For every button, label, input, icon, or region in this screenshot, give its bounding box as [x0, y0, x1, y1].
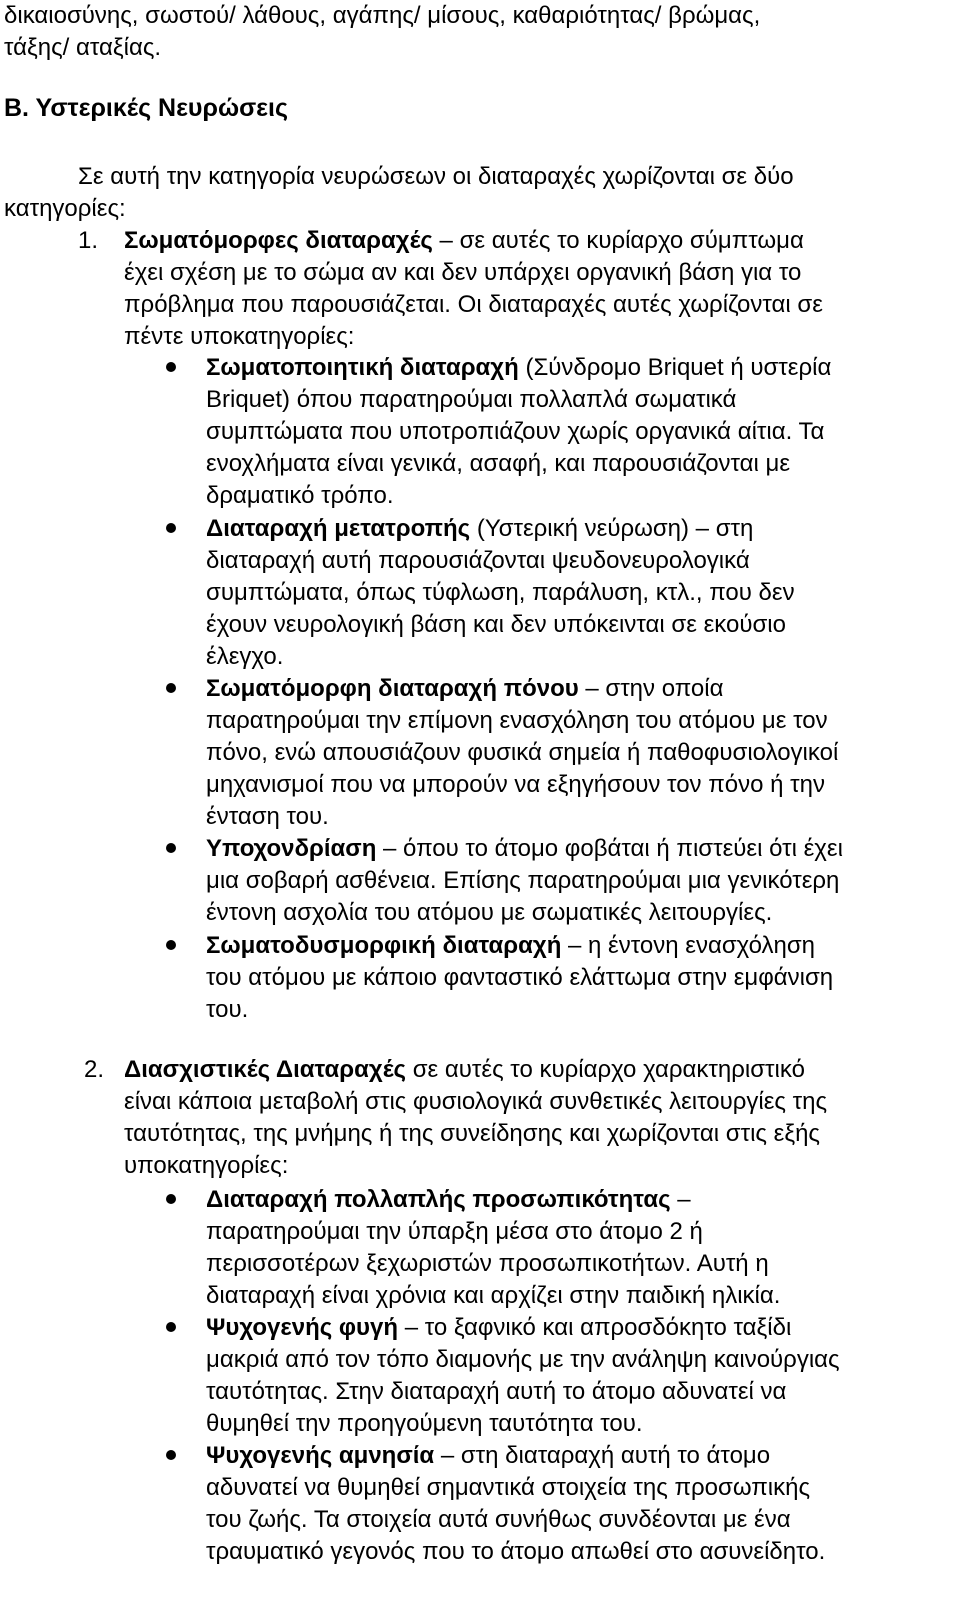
- paragraph-line: πόνο, ενώ απουσιάζουν φυσικά σημεία ή παθοφυσιολογικοί: [206, 739, 839, 766]
- list-item: Σωματοποιητική διαταραχή (Σύνδρομο Briquet ή υστερία: [206, 354, 832, 381]
- paragraph-line: πέντε υποκατηγορίες:: [124, 323, 355, 350]
- paragraph-line: τάξης/ αταξίας.: [4, 34, 162, 61]
- paragraph-line: θυμηθεί την προηγούμενη ταυτότητα του.: [206, 1410, 643, 1437]
- paragraph-line: έχει σχέση με το σώμα αν και δεν υπάρχει οργανική βάση για το: [124, 259, 802, 286]
- bullet-icon: [166, 1450, 176, 1460]
- list-item: Ψυχογενής αμνησία – στη διαταραχή αυτή το άτομο: [206, 1442, 771, 1469]
- list-item: Διαταραχή πολλαπλής προσωπικότητας –: [206, 1186, 691, 1213]
- paragraph-line: συμπτώματα που υποτροπιάζουν χωρίς οργανικά αίτια. Τα: [206, 418, 825, 445]
- paragraph-line: υποκατηγορίες:: [124, 1152, 289, 1179]
- list-item: Ψυχογενής φυγή – το ξαφνικό και απροσδόκητο ταξίδι: [206, 1314, 792, 1341]
- paragraph-line: έχουν νευρολογική βάση και δεν υπόκεινται σε εκούσιο: [206, 611, 786, 638]
- paragraph-line: μια σοβαρή ασθένεια. Επίσης παρατηρούμαι μια γενικότερη: [206, 867, 840, 894]
- paragraph-line: έντονη ασχολία του ατόμου με σωματικές λειτουργίες.: [206, 899, 773, 926]
- list-number: 2.: [84, 1056, 105, 1083]
- paragraph-line: ταυτότητας, της μνήμης ή της συνείδησης και χωρίζονται στις εξής: [124, 1120, 820, 1147]
- paragraph-line: μακριά από τον τόπο διαμονής με την ανάληψη καινούργιας: [206, 1346, 840, 1373]
- list-item: Διασχιστικές Διαταραχές σε αυτές το κυρίαρχο χαρακτηριστικό: [124, 1056, 805, 1083]
- paragraph-line: παρατηρούμαι την επίμονη ενασχόληση του ατόμου με τον: [206, 707, 828, 734]
- paragraph-line: ενοχλήματα είναι γενικά, ασαφή, και παρουσιάζονται με: [206, 450, 791, 477]
- section-heading: Β. Υστερικές Νευρώσεις: [4, 94, 288, 122]
- bullet-icon: [166, 683, 176, 693]
- category-title: Διασχιστικές Διαταραχές: [124, 1056, 407, 1083]
- paragraph-line: του ζωής. Τα στοιχεία αυτά συνήθως συνδέονται με ένα: [206, 1506, 791, 1533]
- category-title: Σωματόμορφες διαταραχές: [124, 227, 433, 254]
- paragraph-line: Σε αυτή την κατηγορία νευρώσεων οι διαταραχές χωρίζονται σε δύο: [78, 163, 794, 190]
- bullet-icon: [166, 1194, 176, 1204]
- paragraph-line: Briquet) όπου παρατηρούμαι πολλαπλά σωματικά: [206, 386, 737, 413]
- paragraph-line: παρατηρούμαι την ύπαρξη μέσα στο άτομο 2 ή: [206, 1218, 703, 1245]
- paragraph-line: του.: [206, 996, 249, 1023]
- list-item: Σωματόμορφες διαταραχές – σε αυτές το κυρίαρχο σύμπτωμα: [124, 227, 804, 254]
- list-item: Σωματοδυσμορφική διαταραχή – η έντονη ενασχόληση: [206, 932, 815, 959]
- paragraph-line: κατηγορίες:: [4, 195, 126, 222]
- paragraph-line: ένταση του.: [206, 803, 329, 830]
- list-number: 1.: [78, 227, 99, 254]
- bullet-icon: [166, 843, 176, 853]
- list-item: Διαταραχή μετατροπής (Υστερική νεύρωση) – στη: [206, 515, 754, 542]
- paragraph-line: δραματικό τρόπο.: [206, 482, 394, 509]
- list-item: Σωματόμορφη διαταραχή πόνου – στην οποία: [206, 675, 724, 702]
- paragraph-line: τραυματικό γεγονός που το άτομο απωθεί στο ασυνείδητο.: [206, 1538, 826, 1565]
- paragraph-line: διαταραχή αυτή παρουσιάζονται ψευδονευρολογικά: [206, 547, 750, 574]
- paragraph-line: είναι κάποια μεταβολή στις φυσιολογικά συνθετικές λειτουργίες της: [124, 1088, 828, 1115]
- paragraph-line: έλεγχο.: [206, 643, 284, 670]
- paragraph-line: ταυτότητας. Στην διαταραχή αυτή το άτομο αδυνατεί να: [206, 1378, 787, 1405]
- paragraph-line: πρόβλημα που παρουσιάζεται. Οι διαταραχές αυτές χωρίζονται σε: [124, 291, 823, 318]
- paragraph-line: συμπτώματα, όπως τύφλωση, παράλυση, κτλ., που δεν: [206, 579, 795, 606]
- bullet-icon: [166, 940, 176, 950]
- bullet-icon: [166, 362, 176, 372]
- list-item: Υποχονδρίαση – όπου το άτομο φοβάται ή πιστεύει ότι έχει: [206, 835, 843, 862]
- paragraph-line: διαταραχή είναι χρόνια και αρχίζει στην παιδική ηλικία.: [206, 1282, 781, 1309]
- paragraph-line: του ατόμου με κάποιο φανταστικό ελάττωμα στην εμφάνιση: [206, 964, 834, 991]
- paragraph-line: δικαιοσύνης, σωστού/ λάθους, αγάπης/ μίσους, καθαριότητας/ βρώμας,: [4, 2, 761, 29]
- bullet-icon: [166, 523, 176, 533]
- paragraph-line: μηχανισμοί που να μπορούν να εξηγήσουν τον πόνο ή την: [206, 771, 825, 798]
- paragraph-line: αδυνατεί να θυμηθεί σημαντικά στοιχεία της προσωπικής: [206, 1474, 811, 1501]
- bullet-icon: [166, 1322, 176, 1332]
- paragraph-line: περισσοτέρων ξεχωριστών προσωπικοτήτων. Αυτή η: [206, 1250, 769, 1277]
